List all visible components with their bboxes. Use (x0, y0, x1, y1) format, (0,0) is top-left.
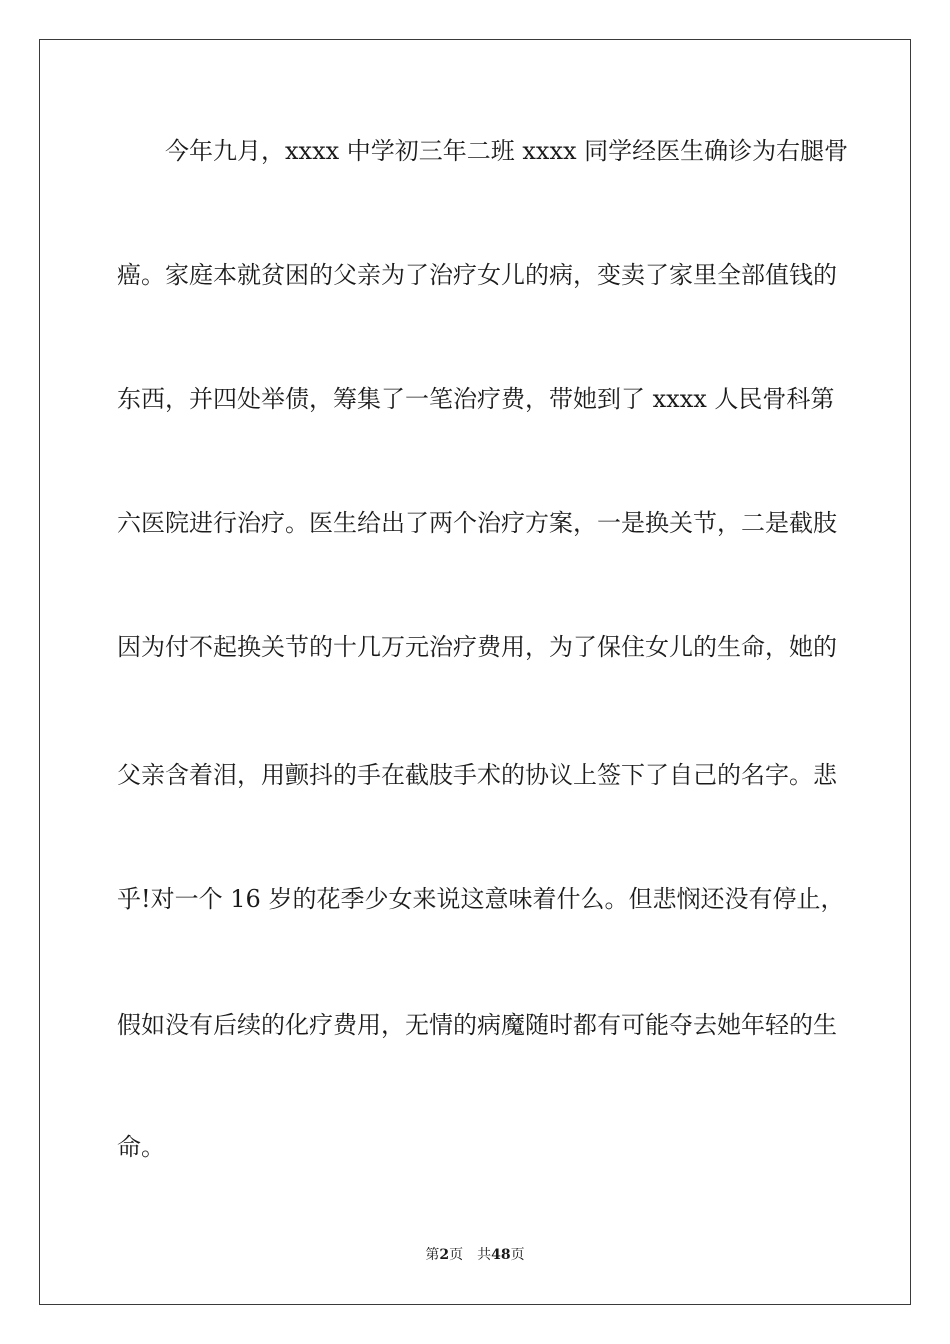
page-number: 2 (439, 1247, 450, 1263)
body-line-4: 六医院进行治疗。医生给出了两个治疗方案，一是换关节，二是截肢 (117, 509, 837, 537)
body-line-8: 假如没有后续的化疗费用，无情的病魔随时都有可能夺去她年轻的生 (117, 1011, 837, 1039)
body-line-2: 癌。家庭本就贫困的父亲为了治疗女儿的病，变卖了家里全部值钱的 (117, 261, 837, 289)
body-line-7: 乎!对一个 16 岁的花季少女来说这意味着什么。但悲悯还没有停止， (117, 885, 845, 913)
page-suffix: 页 (449, 1247, 464, 1263)
body-line-9: 命。 (117, 1133, 165, 1161)
body-line-3: 东西，并四处举债，筹集了一笔治疗费，带她到了 xxxx 人民骨科第 (117, 385, 835, 413)
total-suffix: 页 (510, 1247, 525, 1263)
body-line-6: 父亲含着泪，用颤抖的手在截肢手术的协议上签下了自己的名字。悲 (117, 761, 837, 789)
page-prefix: 第 (425, 1247, 440, 1263)
body-line-1: 今年九月，xxxx 中学初三年二班 xxxx 同学经医生确诊为右腿骨 (165, 137, 849, 165)
body-line-5: 因为付不起换关节的十几万元治疗费用，为了保住女儿的生命，她的 (117, 633, 837, 661)
page-footer (0, 1245, 950, 1265)
page-frame (39, 39, 911, 1305)
total-pages: 48 (491, 1247, 511, 1263)
total-prefix: 共 (477, 1247, 492, 1263)
